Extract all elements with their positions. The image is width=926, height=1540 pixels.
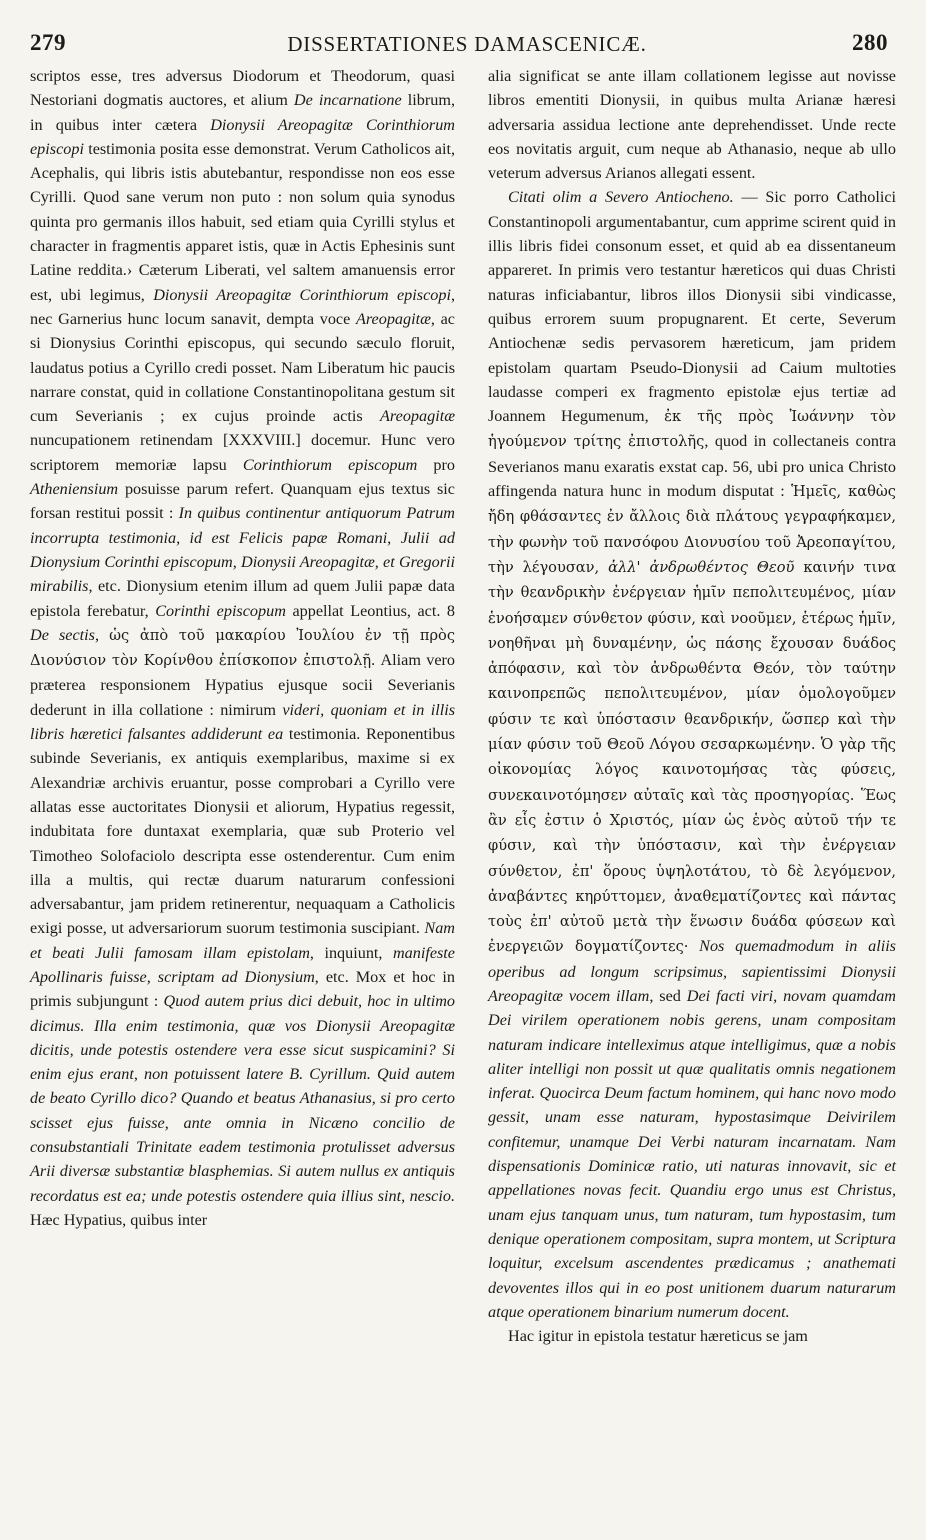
paragraph: Hac igitur in epistola testatur hæreticus se jam xyxy=(508,1327,808,1346)
paragraph: alia significat se ante illam collationem legisse aut novisse libros ementiti Dionysii, in quibus multa Arianæ hæresi adversaria assidua lectione ante deprehendisset. Unde recte eos novitatis arguit, cum neque ab Athanasio, neque ab ullo veterum adversus Arianos allegati essent. xyxy=(488,67,896,183)
paragraph: Citati olim a Severo Antiocheno. — Sic porro Catholici Constantinopoli argumentabantur, cum apprime scirent quid in illis libris fidei consonum esset, et quid ab ea dissentaneum appareret. In primis vero testantur hæreticos qui duas Christi naturas inficiabantur, libros illos Dionysii sibi vindicasse, quibus errorem suum propugnarent. Et certe, Severum Antiochenæ sedis pervasorem hæreticum, jam pridem epistolam quartam Pseudo-Dionysii ad Caium multoties laudasse comperi ex fragmento epistolæ ejus tertiæ ad Joannem Hegumenum, ἐκ τῆς πρὸς Ἰωάννην τὸν ἡγούμενον τρίτης ἐπιστολῆς, quod in collectaneis contra Severianos manu exaratis exstat cap. 56, ubi pro unica Christo affingenda natura hunc in modum disputat : Ἡμεῖς, καθὼς ἤδη φθάσαντες ἐν ἄλλοις διὰ πλάτους γεγραφήκαμεν, τὴν φωνὴν τοῦ πανσόφου Διονυσίου τοῦ Ἀρεοπαγίτου, τὴν λέγουσαν, ἀλλ' ἀνδρωθέντος Θεοῦ καινήν τινα τὴν θεανδρικὴν ἐνέργειαν ἡμῖν πεπολιτευμένος, μίαν ἑνοήσαμεν σύνθετον φύσιν, καὶ νοοῦμεν, ἑτέρως ἡμῖν, νοηθῆναι μὴ δυναμένην, ὡς πάσης ἔχουσαν δυάδος ἀπόφασιν, καὶ τὸν ἀνδρωθέντα Θεόν, τὸν ταύτην καινοπρεπῶς πεπολιτευμένον, μίαν ὁμολογοῦμεν φύσιν τε καὶ ὑπόστασιν θεανδρικήν, ὥσπερ καὶ τὴν μίαν φύσιν τοῦ Θεοῦ Λόγου σεσαρκωμένην. Ὁ γὰρ τῆς οἰκονομίας λόγος καινοτομήσας τὰς φύσεις, συνεκαινοτόμησεν αὐταῖς καὶ τὰς προσηγορίας. Ἕως ἂν εἷς ἐστιν ὁ Χριστός, μίαν ὡς ἑνὸς αὐτοῦ τήν τε φύσιν, καὶ τὴν ὑπόστασιν, καὶ τὴν ἐνέργειαν σύνθετον, ἐπ' ὅρους ὑψηλοτάτου, τὸ δὲ λεγόμενον, ἀναβάντες κηρύττομεν, ἀναθεματίζοντες καὶ πάντας τοὺς ἐπ' αὐτοῦ μετὰ τὴν ἕνωσιν δυάδα φύσεων καὶ ἐνεργειῶν δογματίζοντες· Nos quemadmodum in aliis operibus ad longum scripsimus, sapientissimi Dionysii Areopagitæ vocem illam, sed Dei facti viri, novam quamdam Dei virilem operationem nobis gerens, unam compositam naturam indicare intelleximus atque intelligimus, quæ a nobis aliter intelligi non possit ut quæ qualitatis omnis negationem inferat. Quocirca Deum factum hominem, qui hanc novo modo gessit, unam esse naturam, hypostasimque Deivirilem confitemur, unamque Dei Verbi naturam incarnatam. Nam dispensationis Dominicæ ratio, uti naturas innovavit, sic et appellationes novas fecit. Quandiu ergo unus est Christus, unam ejus tanquam unus, tum naturam, tum hypostasim, tum denique operationem compositam, supra montem, ut Scriptura loquitur, excelsum ascendentes prædicamus ; anathemati devoventes illos qui in eo post unitionem duarum naturarum atque operationem binarium numerum docent. xyxy=(488,188,897,1321)
right-column xyxy=(488,64,896,1348)
left-column xyxy=(30,64,455,1348)
paragraph: scriptos esse, tres adversus Diodorum et Theodorum, quasi Nestoriani dogmatis auctores, et alium De incarnatione librum, in quibus inter cætera Dionysii Areopagitæ Corinthiorum episcopi testimonia posita esse demonstrat. Verum Catholicos ait, Acephalis, qui libris istis abutebantur, respondisse non eos esse Cyrilli. Quod sane verum non puto : non solum quia synodus quinta pro germanis illos habuit, sed etiam quia Cyrilli stylus et character in fragmentis apparet istis, quæ in Actis Ephesinis sunt Latine reddita.› Cæterum Liberati, vel saltem amanuensis error est, ubi legimus, Dionysii Areopagitæ Corinthiorum episcopi, nec Garnerius hunc locum sanavit, dempta voce Areopagitæ, ac si Dionysius Corinthi episcopus, qui secundo sæculo floruit, laudatus potius a Cyrillo credi posset. Nam Liberatum hic paucis narrare constat, quid in collatione Constantinopolitana gestum sit cum Severianis ; ex cujus proinde actis Areopagitæ nuncupationem retinendam [XXXVIII.] docemur. Hunc vero scriptorem memoriæ lapsu Corinthiorum episcopum pro Atheniensium posuisse parum refert. Quanquam ejus textus sic forsan restitui possit : In quibus continentur antiquorum Patrum incorrupta testimonia, id est Felicis papæ Romani, Julii ad Dionysium Corinthi episcopum, Dionysii Areopagitæ, et Gregorii mirabilis, etc. Dionysium etenim illum ad quem Julii papæ data epistola ferebatur, Corinthi episcopum appellat Leontius, act. 8 De sectis, ὡς ἀπὸ τοῦ μακαρίου Ἰουλίου ἐν τῇ πρὸς Διονύσιον τὸν Κορίνθου ἐπίσκοπον ἐπιστολῇ. Aliam vero præterea responsionem Hypatius ejusque socii Severianis dederunt in illa collatione : nimirum videri, quoniam et in illis libris hæretici falsantes addiderunt ea testimonia. Reponentibus subinde Severianis, ex antiquis exemplaribus, maxime si ex Alexandriæ archivis eruantur, posse comprobari a Cyrillo vere allatas esse auctoritates Dionysii et aliorum, Hypatius regessit, indubitata fore duntaxat exemplaria, quæ sub Proterio vel Timotheo Solofaciolo descripta esse ostenderentur. Cum enim illa a multis, qui rectæ duarum naturarum confessioni adversabantur, jam pridem retinerentur, nequaquam a Catholicis exigi posse, ut adversariorum suorum testimonia suscipiant. Nam et beati Julii famosam illam epistolam, inquiunt, manifeste Apollinaris fuisse, scriptam ad Dionysium, etc. Mox et hoc in primis subjungunt : Quod autem prius dici debuit, hoc in ultimo dicimus. Illa enim testimonia, quæ vos Dionysii Areopagitæ dicitis, unde potestis ostendere vera esse sicut suspicamini? Si enim ejus erant, non potuissent latere B. Cyrillum. Quid autem de beato Cyrillo dico? Quando et beatus Athanasius, si pro certo scisset ejus fuisse, ante omnia in Nicæno concilio de consubstantiali Trinitate eadem testimonia protulisset adversus Arii diversæ substantiæ blasphemias. Si autem nullus ex antiquis recordatus est ea; unde potestis ostendere quia illius sint, nescio. Hæc Hypatius, quibus inter xyxy=(30,67,456,1229)
page-header xyxy=(30,30,904,64)
running-title: DISSERTATIONES DAMASCENICÆ. xyxy=(287,32,647,56)
text-columns xyxy=(30,64,904,1348)
right-page-number: 280 xyxy=(852,30,888,55)
left-page-number: 279 xyxy=(30,30,66,55)
